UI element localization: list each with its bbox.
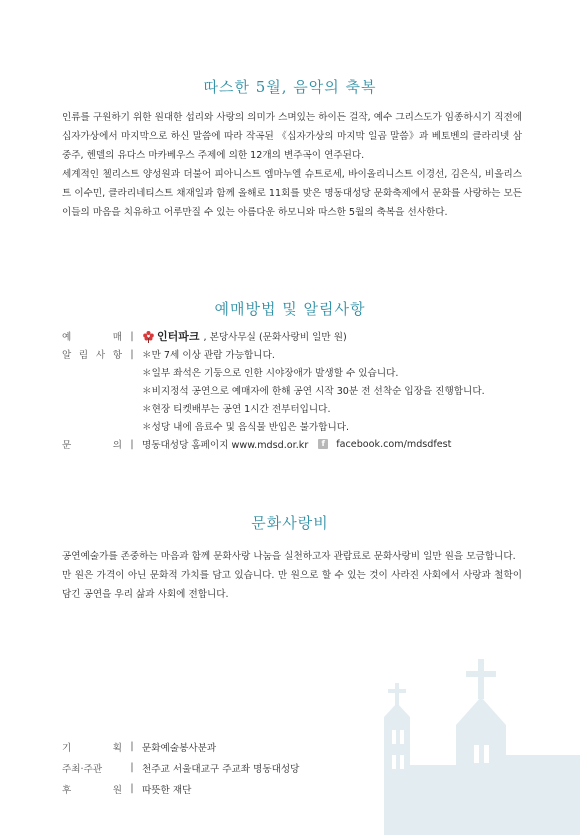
facebook-link[interactable]: facebook.com/mdsdfest bbox=[336, 438, 452, 450]
intro-text bbox=[62, 108, 522, 222]
section-title-culture-love-fee: 문화사랑비 bbox=[251, 514, 329, 532]
credit-value: 문화예술봉사분과 bbox=[142, 742, 217, 754]
separator: | bbox=[130, 438, 134, 450]
notice-item: ＊성당 내에 음료수 및 음식물 반입은 불가합니다. bbox=[142, 422, 350, 433]
credit-row-host bbox=[62, 757, 462, 778]
info-row-contact bbox=[62, 435, 532, 453]
credits bbox=[62, 736, 462, 799]
ticketing-info bbox=[62, 327, 532, 453]
fee-text bbox=[62, 547, 522, 604]
info-row-booking bbox=[62, 327, 532, 345]
notice-item: ＊비지정석 공연으로 예매자에 한해 공연 시작 30분 전 선착순 입장을 진행합니다. bbox=[142, 386, 485, 397]
separator: | bbox=[130, 741, 134, 752]
info-label: 문 의 bbox=[62, 440, 122, 451]
info-row-notice bbox=[62, 417, 532, 435]
interpark-logo-text[interactable]: 인터파크 bbox=[157, 330, 200, 343]
info-label: 예 매 bbox=[62, 332, 122, 343]
fee-paragraph-2: 만 원은 가격이 아닌 문화적 가치를 담고 있습니다. 만 원으로 할 수 있는 것이 사라진 사회에서 사랑과 철학이 담긴 공연을 우리 삶과 사회에 전합니다. bbox=[62, 570, 522, 600]
info-label: 알 림 사 항 bbox=[62, 350, 122, 361]
notice-item: ＊현장 티켓배부는 공연 1시간 전부터입니다. bbox=[142, 404, 331, 415]
info-value bbox=[142, 437, 532, 451]
section-title-music-blessing: 따스한 5월, 음악의 축복 bbox=[203, 78, 377, 96]
fee-paragraph-1: 공연예술가를 존중하는 마음과 함께 문화사랑 나눔을 실천하고자 관람료로 문화사랑비 일만 원을 모금합니다. bbox=[62, 551, 516, 562]
credit-label: 후 원 bbox=[62, 784, 122, 796]
separator: | bbox=[130, 348, 134, 360]
separator: | bbox=[130, 330, 134, 342]
credit-value: 천주교 서울대교구 주교좌 명동대성당 bbox=[142, 763, 300, 775]
info-value: 인터파크 , 본당사무실 (문화사랑비 일만 원) bbox=[142, 328, 532, 344]
notice-item: ＊만 7세 이상 관람 가능합니다. bbox=[142, 350, 275, 361]
info-row-notice bbox=[62, 363, 532, 381]
credit-value: 따뜻한 재단 bbox=[142, 784, 192, 796]
interpark-flower-icon bbox=[142, 330, 155, 343]
facebook-icon: f bbox=[318, 439, 328, 449]
credit-label: 주최·주관 bbox=[62, 763, 103, 775]
separator: | bbox=[130, 762, 134, 773]
notice-item: ＊일부 좌석은 기둥으로 인한 시야장애가 발생할 수 있습니다. bbox=[142, 368, 399, 379]
intro-paragraph-2: 세계적인 첼리스트 양성원과 더불어 피아니스트 엠마누엘 슈트로세, 바이올리니스트 이경선, 김은식, 비올리스트 이수민, 클라리네티스트 채재일과 함께 올해로 11회를 맞은 명동대성당 문화축제에서 문화를 사랑하는 모든 이들의 마음을 치유하고 어루만질 수 있는 아름다운 하모니와 따스한 5월의 축복을 선사한다. bbox=[62, 169, 522, 218]
info-row-notice bbox=[62, 381, 532, 399]
info-row-notice bbox=[62, 399, 532, 417]
homepage-link[interactable]: 명동대성당 홈페이지 www.mdsd.or.kr bbox=[142, 440, 309, 451]
info-row-notice bbox=[62, 345, 532, 363]
intro-paragraph-1: 인류를 구원하기 위한 원대한 섭리와 사랑의 의미가 스며있는 하이든 걸작, 예수 그리스도가 임종하시기 직전에 십자가상에서 마지막으로 하신 말씀에 따라 작곡된 《십자가상의 마지막 일곱 말씀》과 베토벤의 클라리넷 삼중주, 헨델의 유다스 마카베우스 주제에 의한 12개의 변주곡이 연주된다. bbox=[62, 112, 522, 161]
credit-label: 기 획 bbox=[62, 742, 122, 754]
separator: | bbox=[130, 783, 134, 794]
credit-row-planning bbox=[62, 736, 462, 757]
section-title-ticketing: 예매방법 및 알림사항 bbox=[214, 300, 366, 318]
credit-row-sponsor bbox=[62, 778, 462, 799]
